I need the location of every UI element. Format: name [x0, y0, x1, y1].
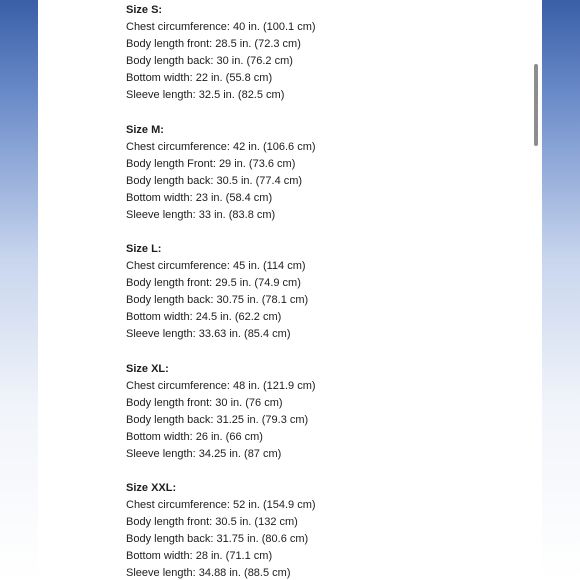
left-background-edge: [0, 0, 38, 580]
document-page[interactable]: [38, 0, 542, 580]
size-s-body-back: Body length back: 30 in. (76.2 cm): [126, 55, 293, 67]
size-xxl-block: [126, 480, 316, 580]
size-s-block: [126, 2, 316, 104]
size-s-chest: Chest circumference: 40 in. (100.1 cm): [126, 21, 316, 33]
size-l-body-front: Body length front: 29.5 in. (74.9 cm): [126, 277, 301, 290]
size-xl-sleeve: Sleeve length: 34.25 in. (87 cm): [126, 447, 282, 460]
size-l-bottom-width: Bottom width: 24.5 in. (62.2 cm): [126, 311, 282, 324]
size-s-body-front: Body length front: 28.5 in. (72.3 cm): [126, 38, 301, 50]
size-m-title: Size M:: [126, 123, 164, 136]
size-l-sleeve: Sleeve length: 33.63 in. (85.4 cm): [126, 328, 291, 341]
size-m-sleeve: Sleeve length: 33 in. (83.8 cm): [126, 208, 276, 221]
size-xl-title: Size XL:: [126, 362, 169, 375]
size-xl-block: [126, 361, 316, 463]
size-m-block: [126, 122, 316, 224]
size-m-bottom-width: Bottom width: 23 in. (58.4 cm): [126, 191, 273, 204]
size-xxl-title: Size XXL:: [126, 482, 177, 495]
size-l-block: [126, 241, 316, 343]
size-xl-body-back: Body length back: 31.25 in. (79.3 cm): [126, 413, 309, 426]
size-xl-body-front: Body length front: 30 in. (76 cm): [126, 396, 283, 409]
size-xxl-body-front: Body length front: 30.5 in. (132 cm): [126, 516, 298, 529]
size-s-bottom-width: Bottom width: 22 in. (55.8 cm): [126, 72, 273, 84]
size-m-body-back: Body length back: 30.5 in. (77.4 cm): [126, 174, 303, 187]
size-xxl-sleeve: Sleeve length: 34.88 in. (88.5 cm): [126, 567, 291, 580]
size-l-chest: Chest circumference: 45 in. (114 cm): [126, 260, 306, 273]
size-s-title: Size S:: [126, 4, 163, 16]
right-background-edge: [542, 0, 580, 580]
size-xxl-bottom-width: Bottom width: 28 in. (71.1 cm): [126, 550, 273, 563]
size-chart: [126, 2, 316, 580]
size-s-sleeve: Sleeve length: 32.5 in. (82.5 cm): [126, 89, 285, 101]
size-l-title: Size L:: [126, 243, 162, 256]
size-l-body-back: Body length back: 30.75 in. (78.1 cm): [126, 294, 309, 307]
size-xxl-body-back: Body length back: 31.75 in. (80.6 cm): [126, 533, 309, 546]
vertical-scrollbar[interactable]: [534, 64, 538, 146]
size-xl-bottom-width: Bottom width: 26 in. (66 cm): [126, 430, 263, 443]
size-xxl-chest: Chest circumference: 52 in. (154.9 cm): [126, 499, 316, 512]
size-m-chest: Chest circumference: 42 in. (106.6 cm): [126, 140, 316, 153]
size-xl-chest: Chest circumference: 48 in. (121.9 cm): [126, 379, 316, 392]
size-m-body-front: Body length Front: 29 in. (73.6 cm): [126, 157, 296, 170]
